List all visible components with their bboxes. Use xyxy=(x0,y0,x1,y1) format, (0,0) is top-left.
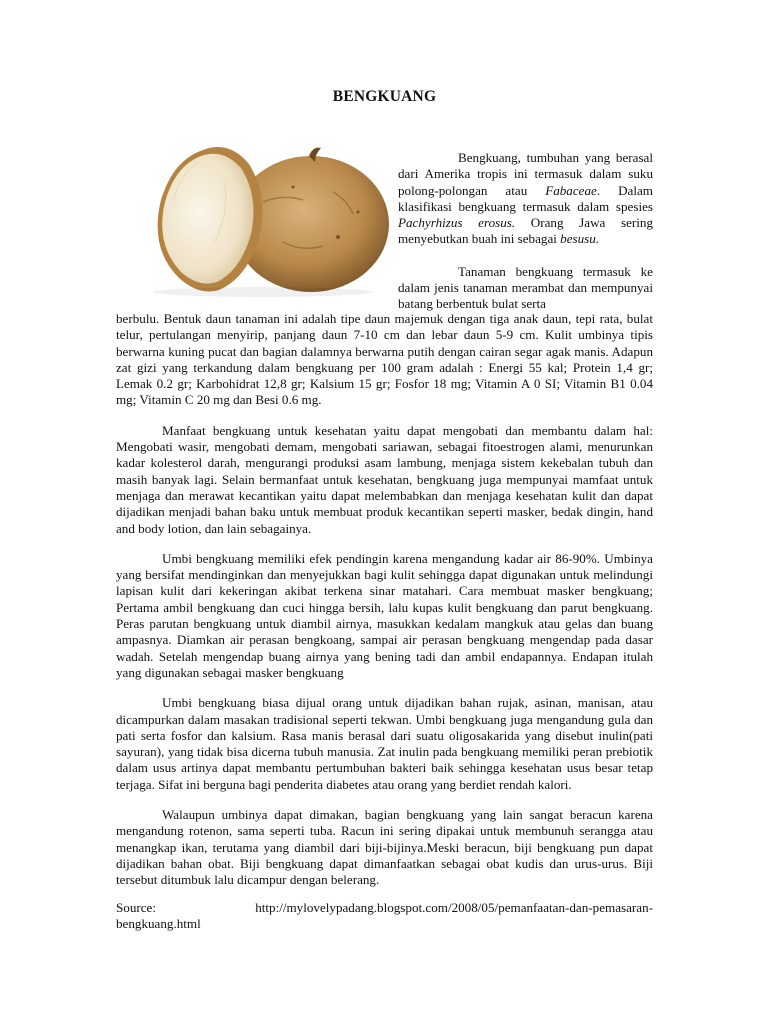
local-name: besusu. xyxy=(560,231,600,247)
intro-column xyxy=(398,150,653,313)
intro-paragraph-2: Tanaman bengkuang termasuk ke dalam jenis tanaman merambat dan mempunyai batang berbentuk bulat serta xyxy=(398,263,653,312)
paragraph-benefits: Manfaat bengkuang untuk kesehatan yaitu dapat mengobati dan membantu dalam hal: Mengobati wasir, mengobati demam, mengobati sariawan, sebagai fitoestrogen alami, menurunkan kadar kolesterol darah, mengurangi produksi asam lambung, menjaga sistem kekebalan tubuh dan masih banyak lagi. Selain bermanfaat untuk kesehatan, bengkuang juga mempunyai mamfaat untuk menjaga dan merawat kecantikan yaitu dapat melembabkan dan menjaga kesehatan kulit dan dapat dijadikan menjadi bahan baku untuk membuat produk kecantikan seperti masker, bedak dingin, hand and body lotion, dan lain sebagainya. xyxy=(116,422,653,536)
intro-paragraph-1 xyxy=(398,150,653,248)
intro-text: Orang Jawa sering menyebutkan buah ini sebagai xyxy=(398,215,654,247)
article-body xyxy=(116,311,653,889)
species-name: Pachyrhizus erosus. xyxy=(398,215,516,231)
intro-text: Bengkuang, tumbuhan yang berasal dari Amerika tropis ini termasuk dalam suku polong-polongan atau xyxy=(398,150,653,198)
source-url-line-2[interactable]: bengkuang.html xyxy=(116,916,201,932)
paragraph-uses: Umbi bengkuang biasa dijual orang untuk dijadikan bahan rujak, asinan, manisan, atau dicampurkan dalam masakan tradisional seperti tekwan. Umbi bengkuang juga mengandung gula dan pati serta fosfor dan kalsium. Rasa manis berasal dari suatu oligosakarida yang disebut inulin(pati sayuran), yang tidak bisa dicerna tubuh manusia. Zat inulin pada bengkuang memiliki peran prebiotik dalam usus artinya dapat membantu pertumbuhan bakteri baik sehingga kesehatan usus besar tetap terjaga. Sifat ini berguna bagi penderita diabetes atau orang yang berdiet rendah kalori. xyxy=(116,695,653,792)
paragraph-mask: Umbi bengkuang memiliki efek pendingin karena mengandung kadar air 86-90%. Umbinya yang bersifat mendinginkan dan menyejukkan bagi kulit sehingga dapat digunakan untuk melindungi lapisan kulit dari kekeringan akibat terkena sinar matahari. Cara membuat masker bengkuang; Pertama ambil bengkuang dan cuci hingga bersih, lalu kupas kulit bengkuang dan parut bengkuang. Peras parutan bengkuang untuk diambil airnya, masukkan kedalam mangkuk atau gelas dan buang ampasnya. Diamkan air perasan bengkoang, sampai air perasan bengkuang mengendap pada dasar wadah. Setelah mengendap buang airnya yang bening tadi dan ambil endapannya. Endapan itulah yang digunakan sebagai masker bengkuang xyxy=(116,550,653,680)
source-label: Source: xyxy=(116,900,156,915)
source-citation xyxy=(116,900,653,933)
family-name: Fabaceae xyxy=(545,182,597,198)
jicama-illustration xyxy=(133,142,393,298)
paragraph-toxicity: Walaupun umbinya dapat dimakan, bagian bengkuang yang lain sangat beracun karena mengandung rotenon, sama seperti tuba. Racun ini sering dipakai untuk membunuh serangga atau menangkap ikan, terutama yang diambil dari biji-bijinya.Meski beracun, biji bengkuang pun dapat dijadikan bahan obat. Biji bengkuang dapat dimanfaatkan sebagai obat kudis dan urus-urus. Biji tersebut ditumbuk lalu dicampur dengan belerang. xyxy=(116,807,653,888)
page-title: BENGKUANG xyxy=(332,88,437,105)
source-url-line-1[interactable]: http://mylovelypadang.blogspot.com/2008/05/pemanfaatan-dan-pemasaran- xyxy=(255,900,653,915)
intro-text: . Dalam klasifikasi bengkuang termasuk dalam spesies xyxy=(398,182,653,214)
jicama-photo xyxy=(133,142,393,298)
paragraph-2-continued: berbulu. Bentuk daun tanaman ini adalah tipe daun majemuk dengan tiga anak daun, tepi rata, bulat telur, pertulangan menyirip, panjang daun 7-10 cm dan lebar daun 5-9 cm. Kulit umbinya tipis berwarna kuning pucat dan bagian dalamnya berwarna putih dengan cairan segar agak manis. Adapun zat gizi yang terkandung dalam bengkuang per 100 gram adalah : Energi 55 kal; Protein 1,4 gr; Lemak 0.2 gr; Karbohidrat 12,8 gr; Kalsium 15 gr; Fosfor 18 mg; Vitamin A 0 SI; Vitamin B1 0.04 mg; Vitamin C 20 mg dan Besi 0.6 mg. xyxy=(116,311,653,408)
